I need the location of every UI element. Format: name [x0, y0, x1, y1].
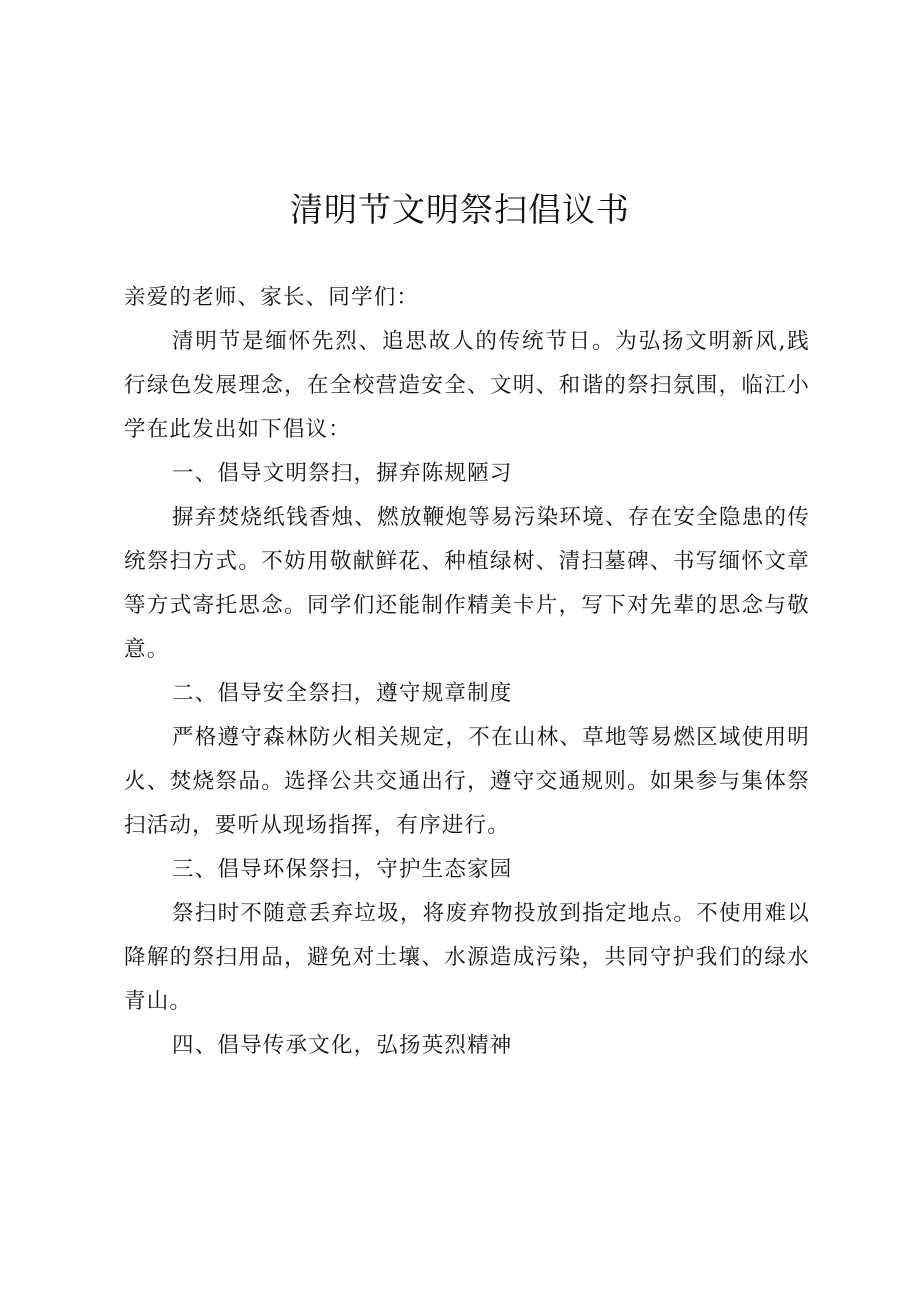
section-heading-4: 四、倡导传承文化，弘扬英烈精神 [172, 1033, 513, 1058]
section-text-3: 祭扫时不随意丢弃垃圾，将废弃物投放到指定地点。不使用难以降解的祭扫用品，避免对土壤、水源造成污染，共同守护我们的绿水青山。 [124, 901, 810, 1014]
section-heading-1: 一、倡导文明祭扫，摒弃陈规陋习 [172, 461, 513, 486]
section-text-2: 严格遵守森林防火相关规定，不在山林、草地等易燃区域使用明火、焚烧祭品。选择公共交通出行，遵守交通规则。如果参与集体祭扫活动，要听从现场指挥，有序进行。 [124, 725, 810, 838]
document-body [124, 276, 810, 1068]
document-title: 清明节文明祭扫倡议书 [290, 190, 630, 229]
greeting: 亲爱的老师、家长、同学们： [124, 285, 420, 310]
section-heading-2: 二、倡导安全祭扫，遵守规章制度 [172, 681, 513, 706]
section-heading-3: 三、倡导环保祭扫，守护生态家园 [172, 857, 513, 882]
intro-paragraph: 清明节是缅怀先烈、追思故人的传统节日。为弘扬文明新风,践行绿色发展理念，在全校营造安全、文明、和谐的祭扫氛围，临江小学在此发出如下倡议： [124, 329, 810, 442]
section-text-1: 摒弃焚烧纸钱香烛、燃放鞭炮等易污染环境、存在安全隐患的传统祭扫方式。不妨用敬献鲜花、种植绿树、清扫墓碑、书写缅怀文章等方式寄托思念。同学们还能制作精美卡片，写下对先辈的思念与敬意。 [124, 505, 810, 662]
